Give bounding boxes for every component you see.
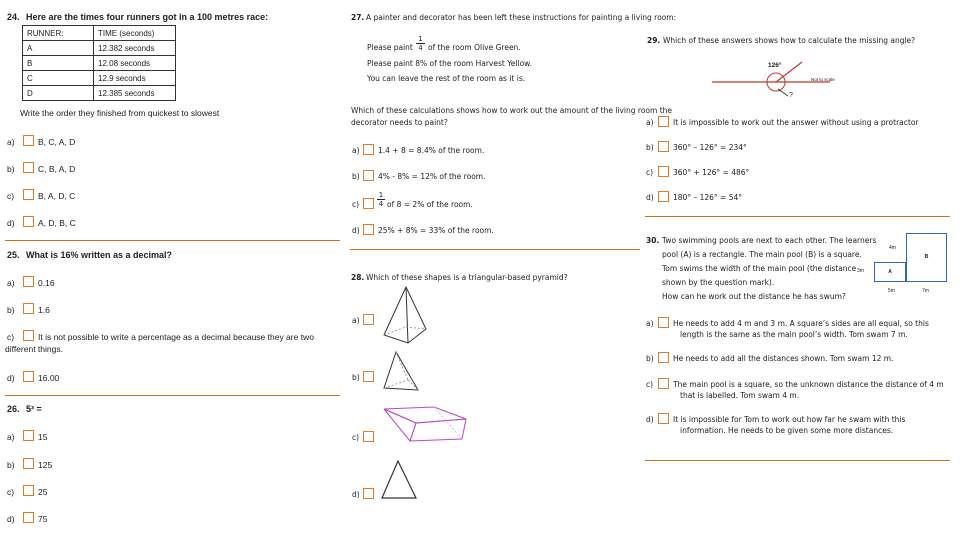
q30-line3: Tom swims the width of the main pool (the distance — [662, 264, 857, 273]
option-text: 0.16 — [38, 278, 55, 288]
frac-num: 1 — [418, 35, 423, 43]
q26-number: 26. — [7, 404, 20, 414]
option-c-checkbox[interactable] — [658, 378, 669, 389]
q27-text: A painter and decorator has been left these instructions for painting a living room: — [366, 13, 677, 22]
option-text-cont: information. He needs to be given some more distances. — [680, 426, 894, 435]
option-c-checkbox[interactable] — [23, 189, 34, 200]
option-text: 360° + 126° = 486° — [673, 168, 750, 177]
option-letter: b) — [352, 172, 360, 181]
option-text: B, A, D, C — [38, 191, 76, 201]
option-text: 25 — [38, 487, 48, 497]
option-letter: c) — [352, 200, 360, 209]
option-a-checkbox[interactable] — [363, 144, 374, 155]
option-c-checkbox[interactable] — [363, 198, 374, 209]
q27-question-2: decorator needs to paint? — [351, 118, 448, 127]
option-a-checkbox[interactable] — [658, 116, 669, 127]
q30-line4: shown by the question mark). — [662, 278, 775, 287]
option-b-checkbox[interactable] — [363, 170, 374, 181]
triangular-pyramid-shape — [380, 350, 422, 396]
option-letter: a) — [352, 316, 360, 325]
label-3m: 3m — [857, 268, 864, 274]
pool-b-label: B — [924, 254, 929, 260]
option-letter: b) — [352, 373, 360, 382]
divider — [645, 460, 950, 461]
q27-instr1-a: Please paint — [367, 43, 413, 52]
option-letter: d) — [7, 373, 15, 383]
option-letter: a) — [646, 319, 654, 328]
table-row: C 12.9 seconds — [23, 71, 176, 86]
option-letter: d) — [352, 490, 360, 499]
option-b-checkbox[interactable] — [23, 162, 34, 173]
option-d-checkbox[interactable] — [23, 371, 34, 382]
q27-instr1-b: of the room Olive Green. — [428, 43, 521, 52]
option-text: The main pool is a square, so the unknown distance the distance of 4 m — [673, 380, 944, 389]
option-b-checkbox[interactable] — [23, 458, 34, 469]
q27-instr2: Please paint 8% of the room Harvest Yellow. — [367, 59, 533, 68]
option-b-checkbox[interactable] — [658, 352, 669, 363]
option-letter: c) — [7, 487, 15, 497]
option-letter: b) — [7, 164, 15, 174]
option-letter: a) — [7, 432, 15, 442]
q26-text: 5³ = — [26, 404, 42, 414]
fraction — [377, 191, 385, 208]
option-letter: a) — [352, 146, 360, 155]
option-c-checkbox[interactable] — [23, 330, 34, 341]
option-text-cont: that is labelled. Tom swam 4 m. — [680, 391, 800, 400]
divider — [350, 249, 640, 250]
pool-b — [906, 233, 947, 282]
option-a-checkbox[interactable] — [363, 314, 374, 325]
q27-number: 27. — [351, 13, 365, 22]
divider — [5, 240, 340, 241]
option-letter: c) — [646, 380, 654, 389]
option-a-checkbox[interactable] — [23, 430, 34, 441]
fraction — [416, 35, 425, 52]
option-text: 15 — [38, 432, 48, 442]
triangle-shape — [380, 458, 420, 502]
option-letter: a) — [7, 278, 15, 288]
option-text: 16.00 — [38, 373, 60, 383]
q29-text: Which of these answers shows how to calculate the missing angle? — [663, 36, 916, 45]
option-text: A, D, B, C — [38, 218, 76, 228]
table-header: TIME (seconds) — [94, 26, 176, 41]
option-text-cont: length is the same as the main pool’s width. Tom swam 7 m. — [680, 330, 908, 339]
option-b-checkbox[interactable] — [363, 371, 374, 382]
option-b-checkbox[interactable] — [23, 303, 34, 314]
option-a-checkbox[interactable] — [23, 276, 34, 287]
option-letter: b) — [7, 305, 15, 315]
option-text: of 8 = 2% of the room. — [387, 200, 473, 209]
pool-a-label: A — [888, 269, 892, 275]
option-text: 4% - 8% = 12% of the room. — [378, 172, 486, 181]
frac-den: 4 — [378, 200, 384, 208]
option-text: It is not possible to write a percentage as a decimal because they are two — [38, 332, 314, 342]
option-letter: c) — [352, 433, 360, 442]
q24-number: 24. — [7, 12, 20, 22]
option-text: B, C, A, D — [38, 137, 76, 147]
option-letter: d) — [7, 218, 15, 228]
option-text: 1.4 + 8 = 8.4% of the room. — [378, 146, 485, 155]
option-text: It is impossible to work out the answer without using a protractor — [673, 118, 919, 127]
option-letter: d) — [352, 226, 360, 235]
option-d-checkbox[interactable] — [658, 413, 669, 424]
q30-line1: Two swimming pools are next to each other. The learners — [662, 236, 877, 245]
label-7m: 7m — [922, 288, 929, 294]
option-d-checkbox[interactable] — [363, 224, 374, 235]
option-d-checkbox[interactable] — [363, 488, 374, 499]
pool-a — [874, 262, 906, 282]
option-text: He needs to add 4 m and 3 m. A square’s sides are all equal, so this — [673, 319, 929, 328]
option-letter: d) — [646, 193, 654, 202]
option-letter: d) — [7, 514, 15, 524]
not-to-scale-label: Not to scale — [811, 77, 835, 82]
option-letter: b) — [646, 354, 654, 363]
q27-question-1: Which of these calculations shows how to work out the amount of the living room the — [351, 106, 673, 115]
divider — [5, 395, 340, 396]
divider — [645, 216, 950, 217]
option-c-checkbox[interactable] — [658, 166, 669, 177]
option-text: It is impossible for Tom to work out how far he swam with this — [673, 415, 906, 424]
option-letter: b) — [646, 143, 654, 152]
option-d-checkbox[interactable] — [658, 191, 669, 202]
q25-number: 25. — [7, 250, 20, 260]
triangular-prism-shape — [380, 405, 468, 445]
q30-number: 30. — [646, 236, 660, 245]
option-text-cont: different things. — [5, 344, 63, 354]
option-letter: a) — [7, 137, 15, 147]
q30-line5: How can he work out the distance he has swum? — [662, 292, 846, 301]
option-text: 75 — [38, 514, 48, 524]
angle-label: 126° — [768, 62, 782, 69]
square-pyramid-shape — [380, 285, 430, 347]
option-letter: c) — [7, 191, 15, 201]
option-text: 25% + 8% = 33% of the room. — [378, 226, 494, 235]
option-text: 360° – 126° = 234° — [673, 143, 747, 152]
runner-table — [22, 25, 176, 101]
q24-instruction: Write the order they finished from quickest to slowest — [20, 108, 220, 118]
option-a-checkbox[interactable] — [658, 317, 669, 328]
table-row: D 12.385 seconds — [23, 86, 176, 101]
q25-text: What is 16% written as a decimal? — [26, 250, 173, 260]
missing-angle-label: ? — [789, 92, 793, 99]
option-text: 125 — [38, 460, 53, 470]
table-row: A 12.382 seconds — [23, 41, 176, 56]
frac-den: 4 — [416, 43, 425, 52]
option-text: C, B, A, D — [38, 164, 76, 174]
q28-text: Which of these shapes is a triangular-based pyramid? — [366, 273, 568, 282]
table-row: B 12.08 seconds — [23, 56, 176, 71]
q24-text: Here are the times four runners got in a 100 metres race: — [26, 12, 269, 22]
option-d-checkbox[interactable] — [23, 512, 34, 523]
table-header: RUNNER: — [23, 26, 94, 41]
option-letter: d) — [646, 415, 654, 424]
option-b-checkbox[interactable] — [658, 141, 669, 152]
option-text: 180° – 126° = 54° — [673, 193, 742, 202]
option-letter: c) — [7, 332, 15, 342]
q28-number: 28. — [351, 273, 365, 282]
q30-line2: pool (A) is a rectangle. The main pool (B) is a square. — [662, 250, 862, 259]
option-letter: a) — [646, 118, 654, 127]
q29-number: 29. — [647, 36, 661, 45]
option-a-checkbox[interactable] — [23, 135, 34, 146]
option-letter: c) — [646, 168, 654, 177]
label-4m: 4m — [889, 245, 896, 251]
option-c-checkbox[interactable] — [363, 431, 374, 442]
q27-instr3: You can leave the rest of the room as it is. — [367, 74, 526, 83]
option-text: He needs to add all the distances shown. Tom swam 12 m. — [673, 354, 894, 363]
frac-num: 1 — [378, 191, 384, 199]
label-5m: 5m — [888, 288, 895, 294]
option-d-checkbox[interactable] — [23, 216, 34, 227]
option-c-checkbox[interactable] — [23, 485, 34, 496]
option-text: 1.6 — [38, 305, 50, 315]
option-letter: b) — [7, 460, 15, 470]
